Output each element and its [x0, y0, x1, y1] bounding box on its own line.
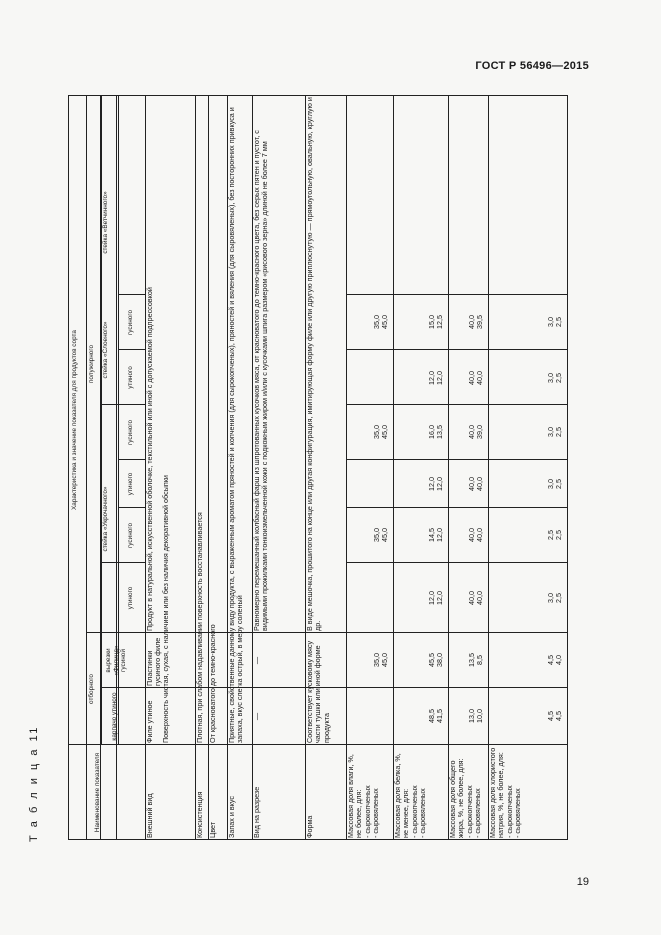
header-sub-utinogo-4: утиного [127, 366, 134, 389]
row-label-belok: Массовая доля белка, %, не менее, для: - сырокопченых - сыровяленых [393, 753, 428, 838]
value-natrii-sloj_ut: 3,0 2,5 [546, 479, 564, 489]
header-vetchinnogo: стейка «Ветчинного» [102, 191, 109, 254]
value-belok-vet_gus: 15,0 12,5 [427, 315, 445, 329]
value-belok-sloj_gus: 16,0 13,5 [427, 425, 445, 439]
value-belok-ukr_ut: 12,0 12,0 [427, 591, 445, 605]
cell-plastinki: Пластинки гусиного филе [145, 637, 163, 686]
value-jir-sloj_ut: 40,0 40,0 [467, 477, 485, 491]
header-group-polujirny: полужирного [88, 344, 95, 384]
header-slojenogo: стейка «Слоеного» [102, 321, 109, 379]
header-sub-gusinogo-3: гусиного [127, 419, 134, 446]
value-jir-vet_gus: 40,0 39,5 [467, 315, 485, 329]
value-vlaga-vet_gus: 35,0 45,0 [372, 315, 390, 329]
cell-file-utinoe: Филе утиное [145, 700, 154, 743]
cell-dash-karpachcho: — [252, 712, 261, 721]
row-label-konsistencia: Консистенция [195, 791, 204, 838]
row-label-vid-razreze: Вид на разрезе [252, 786, 261, 838]
header-indicator: Наименование показателя [94, 752, 101, 833]
value-jir-ukr_gus: 40,0 40,0 [467, 528, 485, 542]
row-label-jir: Массовая доля общего жира, %, не более, для: - сырокопченых - сыровяленых [448, 758, 483, 838]
value-natrii-vyrezki: 4,5 4,0 [546, 655, 564, 665]
cell-vid-razreze: Равномерно перемешанный колбасный фарш из шпротованных кусочков мяса, от красноватого до темно-красного цвета, без серых пятен и пустот, с видимыми прожилками тонкоизмельченной кожи с подкожным жиром и/или с кусочками шпига размером «рисового зерна» длиной не более 7 мм [252, 130, 270, 631]
value-belok-ukr_gus: 14,5 12,0 [427, 528, 445, 542]
value-jir-vet_ut: 40,0 40,0 [467, 371, 485, 385]
value-natrii-ukr_ut: 3,0 2,5 [546, 593, 564, 603]
value-vlaga-ukr_gus: 35,0 45,0 [372, 528, 390, 542]
row-label-zapah: Запах и вкус [227, 796, 236, 838]
row-label-cvet: Цвет [208, 821, 217, 838]
table-caption: Т а б л и ц а 11 [28, 725, 40, 842]
page-number: 19 [576, 876, 589, 888]
header-sub-utinogo-2: утиного [127, 472, 134, 496]
value-belok-karpachcho: 48,5 41,5 [427, 709, 445, 723]
header-karpachcho: карпачо утиного [111, 692, 118, 741]
cell-forma-left: Соответствует кусковому мясу части тушки или иной форме продукта [305, 640, 331, 743]
document-code: ГОСТ Р 56496—2015 [475, 60, 589, 72]
cell-zapah: Приятные, свойственные данному виду продукта, с выраженным ароматом пряностей и копчения (для сырокопченых), пряностей и вяления (для сыровяленых), без посторонних привкуса и запаха, вкус слегка острый, в меру соленый [227, 107, 245, 743]
header-characteristic: Характеристика и значение показателя для продуктов сорта [71, 330, 78, 510]
cell-konsistencia: Плотная, при слабом надавливании поверхность восстанавливается [195, 512, 204, 743]
header-sub-gusinogo-1: гусиного [127, 522, 134, 549]
row-label-natrii: Массовая доля хлористого натрия, %, не более, для: - сырокопченых - сыровяленых [488, 747, 523, 838]
value-jir-sloj_gus: 40,0 39,0 [467, 425, 485, 439]
value-belok-vet_ut: 12,0 12,0 [427, 371, 445, 385]
cell-product-text: Продукт в натуральной, искусственной оболочке, текстильной или иной с допускаемой подпрессовкой [145, 287, 154, 631]
value-natrii-vet_ut: 3,0 2,5 [546, 373, 564, 383]
value-vlaga-sloj_gus: 35,0 45,0 [372, 425, 390, 439]
value-belok-sloj_ut: 12,0 12,0 [427, 477, 445, 491]
value-jir-ukr_ut: 40,0 40,0 [467, 591, 485, 605]
cell-surface: Поверхность чистая, сухая, с наличием или без наличия декоративной обсыпки [161, 475, 170, 743]
header-sub-utinogo-0: утиного [127, 586, 134, 610]
cell-cvet: От красноватого до темно-красного [208, 624, 217, 743]
header-group-otborny: отборного [88, 674, 95, 704]
row-label-vlaga: Массовая доля влаги, %, не более, для: - сырокопченых - сыровяленых [346, 754, 381, 838]
value-jir-vyrezki: 13,5 8,5 [467, 653, 485, 667]
value-natrii-karpachcho: 4,5 4,5 [546, 711, 564, 721]
header-vyrezki: вырезки «Филинд» гусиной [105, 645, 128, 676]
value-jir-karpachcho: 13,0 10,0 [467, 709, 485, 723]
value-natrii-sloj_gus: 3,0 2,5 [546, 427, 564, 437]
header-ukrachnogo: стейка «Укрочачного» [102, 486, 109, 552]
row-label-forma: Форма [305, 815, 314, 838]
value-vlaga-vyrezki: 35,0 45,0 [372, 653, 390, 667]
value-natrii-vet_gus: 3,0 2,5 [546, 317, 564, 327]
value-natrii-ukr_gus: 2,5 2,5 [546, 530, 564, 540]
header-sub-gusinogo-5: гусиного [127, 309, 134, 336]
row-label-vneshny: Внешний вид [145, 793, 154, 838]
value-belok-vyrezki: 45,5 38,0 [427, 653, 445, 667]
cell-forma: В виде мешочка, прошитого на конце или другая конфигурация, имитирующая форму филе или другую приплюснутую — прямоугольную, овальную, круглую и др. [305, 97, 323, 631]
cell-dash-vyrezki: — [252, 656, 261, 665]
